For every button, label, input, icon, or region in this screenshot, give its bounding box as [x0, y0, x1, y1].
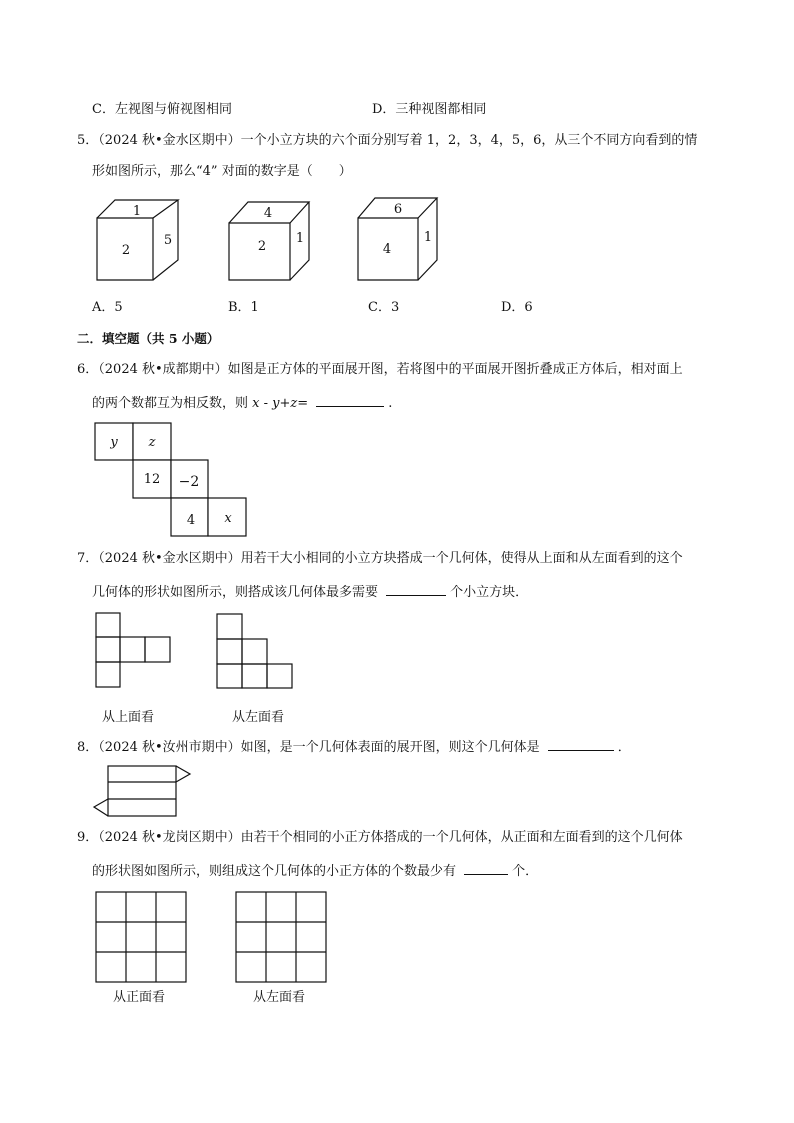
cube1-front-label: 2	[121, 243, 131, 258]
cube2-top-label: 4	[263, 206, 273, 221]
q9-stem-line2	[92, 860, 538, 881]
q6-expression: x - y+z=	[252, 396, 309, 411]
cube3-side-label: 1	[423, 230, 433, 245]
section-heading-fill-blank: 二．填空题（共 5 小题）	[77, 331, 220, 346]
q6-stem-line1: 6．（2024 秋•成都期中）如图是正方体的平面展开图，若将图中的平面展开图折叠成正方体后，相对面上	[77, 362, 683, 377]
net-label-12: 12	[143, 472, 161, 487]
q9-front-view-grid	[95, 891, 189, 985]
net-label-z: z	[148, 435, 156, 450]
q5-cube-figures	[90, 196, 460, 288]
q7-stem-suffix: 个小立方块．	[450, 585, 529, 600]
q6-answer-blank[interactable]	[316, 392, 384, 407]
cube2-front-label: 2	[257, 239, 267, 254]
q4-option-c: C．左视图与俯视图相同	[92, 102, 232, 117]
q8-prism-net	[92, 764, 194, 820]
q9-stem-suffix: 个．	[512, 864, 539, 879]
net-triangle-left	[94, 799, 108, 816]
q9-stem-prefix: 的形状图如图所示，则组成这个几何体的小正方体的个数最少有	[92, 864, 457, 879]
q9-left-view-grid	[235, 891, 329, 985]
q8-stem-line1	[77, 736, 631, 757]
net-label-4: 4	[186, 513, 196, 528]
net-label-neg2: −2	[178, 474, 200, 490]
q5-option-d: D．6	[501, 300, 533, 315]
net-triangle-right	[176, 766, 190, 782]
q7-answer-blank[interactable]	[386, 581, 446, 596]
q7-caption-left-view: 从左面看	[232, 710, 285, 725]
q7-stem-prefix: 几何体的形状如图所示，则搭成该几何体最多需要	[92, 585, 379, 600]
q6-stem-prefix: 的两个数都互为相反数，则	[92, 396, 249, 411]
net-label-x: x	[224, 511, 232, 526]
q7-stem-line2	[92, 581, 528, 602]
q8-stem-prefix: 8．（2024 秋•汝州市期中）如图，是一个几何体表面的展开图，则这个几何体是	[77, 740, 540, 755]
net-label-y: y	[110, 435, 118, 450]
q5-stem-line2: 形如图所示，那么“4” 对面的数字是（ ）	[92, 164, 352, 179]
q8-answer-blank[interactable]	[548, 736, 614, 751]
q5-option-b: B．1	[228, 300, 259, 315]
q9-caption-front-view: 从正面看	[113, 990, 166, 1005]
q9-caption-left-view: 从左面看	[253, 990, 306, 1005]
cube3-front-label: 4	[382, 242, 392, 257]
q5-option-a: A．5	[92, 300, 123, 315]
q6-cube-net	[94, 422, 250, 538]
cube1-side-label: 5	[163, 233, 173, 248]
cube2-side-label: 1	[295, 231, 305, 246]
q5-stem-line1: 5．（2024 秋•金水区期中）一个小立方块的六个面分别写着 1，2，3，4，5，6，从三个不同方向看到的情	[77, 133, 698, 148]
q5-option-c: C．3	[368, 300, 400, 315]
q7-caption-top-view: 从上面看	[102, 710, 155, 725]
q8-stem-suffix: ．	[617, 740, 631, 755]
q7-left-view	[216, 613, 296, 693]
q7-top-view	[95, 612, 175, 692]
q6-stem-suffix: .	[388, 396, 393, 411]
cube3-top-label: 6	[393, 202, 403, 217]
q6-stem-line2	[92, 392, 392, 413]
q4-option-d: D．三种视图都相同	[372, 102, 487, 117]
q9-stem-line1: 9．（2024 秋•龙岗区期中）由若干个相同的小正方体搭成的一个几何体，从正面和左面看到的这个几何体	[77, 830, 683, 845]
q7-stem-line1: 7．（2024 秋•金水区期中）用若干大小相同的小立方块搭成一个几何体，使得从上面和从左面看到的这个	[77, 551, 683, 566]
q9-answer-blank[interactable]	[464, 860, 508, 875]
cube1-top-label: 1	[132, 204, 142, 219]
